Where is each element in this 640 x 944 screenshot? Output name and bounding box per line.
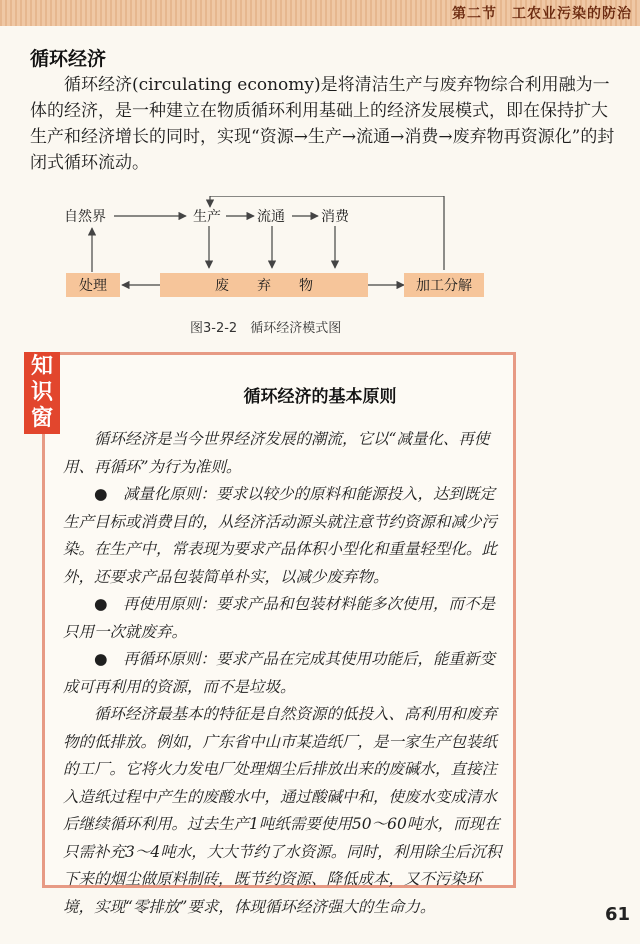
loop-arrow <box>210 196 444 270</box>
kb-paragraph-example: 循环经济最基本的特征是自然资源的低投入、高利用和废弃物的低排放。例如，广东省中山市某造纸厂，是一家生产包装纸的工厂。它将火力发电厂处理烟尘后排放出来的废碱水，直接注入造纸过程中产生的废酸水中，通过酸碱中和，使废水变成清水后继续循环利用。过去生产1吨纸需要使用50～60吨水，而现在只需补充3～4吨水，大大节约了水资源。同时，利用除尘后沉积下来的烟尘做原料制砖，既节约资源、降低成本，又不污染环境，实现“零排放”要求，体现循环经济强大的生命力。 <box>63 705 502 916</box>
figure-caption: 图3-2-2 循环经济模式图 <box>190 321 342 336</box>
node-circulation: 流通 <box>257 209 285 225</box>
knowledge-window-body <box>63 426 503 921</box>
node-processing: 加工分解 <box>416 278 472 294</box>
node-consumption: 消费 <box>321 209 349 225</box>
node-production: 生产 <box>193 209 221 225</box>
page-number: 61 <box>604 904 630 925</box>
node-nature: 自然界 <box>64 209 106 225</box>
kb-paragraph-recycle: ● 再循环原则：要求产品在完成其使用功能后，能重新变成可再利用的资源，而不是垃圾。 <box>63 650 496 696</box>
circular-economy-diagram <box>0 196 640 306</box>
knowledge-window-label-text: 知识窗 <box>31 354 54 431</box>
kb-paragraph-1: 循环经济是当今世界经济发展的潮流，它以“减量化、再使用、再循环”为行为准则。 <box>63 430 490 476</box>
kb-paragraph-reuse: ● 再使用原则：要求产品和包装材料能多次使用，而不是只用一次就废弃。 <box>63 595 496 641</box>
intro-paragraph: 循环经济(circulating economy)是将清洁生产与废弃物综合利用融为一体的经济，是一种建立在物质循环利用基础上的经济发展模式，即在保持扩大生产和经济增长的同时，实现“资源→生产→流通→消费→废弃物再资源化”的封闭式循环流动。 <box>30 75 615 173</box>
node-treatment: 处理 <box>79 278 107 294</box>
knowledge-window-title: 循环经济的基本原则 <box>243 387 397 407</box>
node-waste: 废 弃 物 <box>215 278 313 294</box>
section-heading: 循环经济 <box>30 48 107 70</box>
chapter-header-title: 第二节 工农业污染的防治 <box>452 6 632 22</box>
kb-paragraph-reduce: ● 减量化原则：要求以较少的原料和能源投入，达到既定生产目标或消费目的，从经济活动源头就注意节约资源和减少污染。在生产中，常表现为要求产品体积小型化和重量轻型化。此外，还要求产品包装简单朴实，以减少废弃物。 <box>63 485 498 586</box>
